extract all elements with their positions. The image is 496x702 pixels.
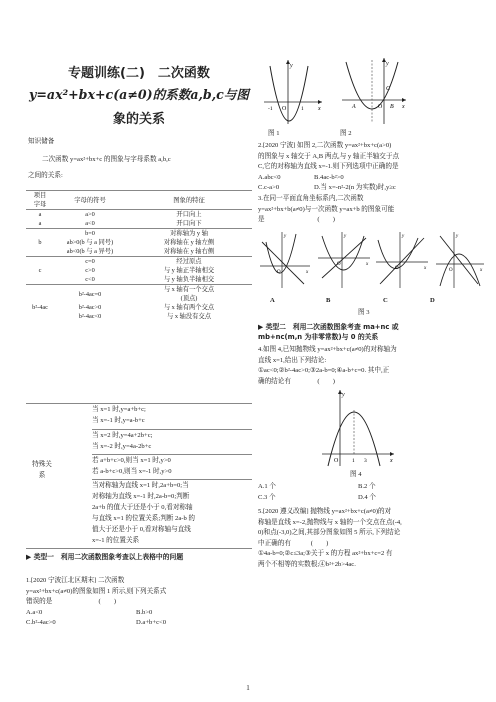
q1-option-b: B.b>0 [136,608,153,616]
knowledge-heading: 知识储备 [28,138,55,145]
graph-b [318,232,370,288]
table-sign: a<0 [85,220,95,227]
type1-heading [26,552,252,562]
q1-option-a: A.a<0 [26,608,43,616]
table-feature: 经过原点 [176,258,202,265]
table-sign: a>0 [85,211,95,218]
special-line: 2a+b 的值大于还是小于 0,看对称轴 [92,504,193,511]
special-line: 当 x=2 时,y=4a+2b+c; [92,432,153,439]
table-letter [26,275,54,285]
table-letter [26,312,54,321]
svg-text:O: O [395,266,399,271]
table-feature: 与 x 轴没有交点 [166,313,212,320]
svg-text:y: y [456,234,459,239]
table-feature: 与 y 轴负半轴相交 [163,276,215,283]
q5-line: 两个不相等的实数根;④b²+2b>4ac. [258,560,356,568]
q5-line: 5.[2020 遵义改编] 抛物线 y=ax²+bx+c(a≠0)的对 [258,508,392,515]
divider [92,429,252,430]
arrow-icon [402,98,406,102]
table-letter: a [38,220,42,227]
table-letter: b [38,239,42,246]
q1-line: 1.[2020 宁波江北区期末] 二次函数 [26,577,125,584]
svg-text:O: O [277,270,281,275]
table-header-cell: 字母的符号 [74,196,106,204]
table-letter: a [38,211,42,218]
figure-3 [258,228,486,300]
svg-text:y: y [284,234,287,239]
page-number: 1 [246,684,250,692]
q3-line: 3.在同一平面直角坐标系内,二次函数 [258,195,364,202]
q4-option-b: B.2 个 [358,483,376,490]
q1-line: 错误的是 ( ) [26,598,117,605]
q5-line: 称轴是直线 x=-2,抛物线与 x 轴的一个交点在点(-4, [258,518,402,526]
point-b-label: B [390,104,394,110]
special-line: 当对称轴为直线 x=1 时,2a+b=0;当 [92,482,189,489]
figure-1-caption: 图 1 [268,130,280,137]
figure-3-label-c: C [383,297,388,304]
tick-label: 1 [352,458,355,464]
q5-line: 0)和点(-3,0)之间,其部分图象如图 5 所示,下列结论 [258,529,401,536]
origin-label: O [378,104,383,110]
q2-option-a: A.abc<0 [258,173,281,181]
special-line: 对称轴为直线 x=-1 时,2a-b=0;判断 [92,493,190,500]
table-letter [26,257,54,267]
divider [26,548,252,549]
svg-text:x: x [306,270,309,275]
special-line: 若 a-b+c>0,则当 x=-1 时,y>0 [92,468,172,475]
special-line: 当 x=-1 时,y=a-b+c [92,417,145,424]
triangle-bullet-icon: ▶ [26,553,34,561]
q4-option-d: D.4 个 [358,493,376,501]
y-label: y [290,63,293,69]
type1-heading-text: 类型一 利用二次函数图象考查以上表格中的问题 [33,553,184,561]
svg-text:x: x [424,266,427,271]
type2-heading-text: 类型二 利用二次函数图象考查 ma+nc 或 [265,323,399,331]
table-letter: c [38,267,42,274]
divider [26,403,252,404]
parabola [270,66,308,121]
origin-label: O [282,106,287,112]
figure-4-caption: 图 4 [350,471,362,478]
table-feature: 开口向上 [176,211,202,218]
table-letter [26,285,54,304]
table-sign: b²-4ac<0 [78,313,102,320]
graph-a [260,232,310,288]
q1-line: y=ax²+bx+c(a≠0)的图象如图 1 所示,则下列关系式 [26,587,167,595]
q5-line: 中正确的有 ( ) [258,539,329,547]
y-label: y [342,392,345,398]
type2-heading [258,322,486,342]
table-sign: b²-4ac>0 [78,304,102,311]
svg-text:y: y [344,234,347,239]
q4-line: 4.如图 4,已知抛物线 y=ax²+bx+c(a≠0)的对称轴为 [258,346,397,353]
table-sign: c=0 [85,258,95,265]
svg-text:O: O [337,262,341,267]
q3-line: y=ax²+bx+b(a≠0)与一次函数 y=ax+b 的图象可能 [258,205,395,213]
q4-option-a: A.1 个 [258,483,276,490]
table-letter [26,229,54,239]
q2-line: 的图象与 x 轴交于 A,B 两点,与 y 轴正半轴交于点 [258,152,400,160]
table-sign: ab<0(b 与 a 异号) [66,248,114,255]
title-line-1: 专题训练(二) 二次函数 [68,66,210,81]
special-line: 值大于还是小于 0,看对称轴与直线 [92,526,191,533]
q2-line: 2.[2020 宁波] 如图 2,二次函数 y=ax²+bx+c(a>0) [258,142,392,149]
table-sign: ab>0(b 与 a 同号) [66,239,114,246]
divider [92,454,252,455]
y-label: y [386,61,389,67]
divider [92,479,252,480]
coefficient-table [26,190,252,321]
table-sign: c<0 [85,276,95,283]
arrow-icon [390,452,394,456]
table-letter: b²-4ac [32,304,48,311]
graph-d [436,232,484,288]
point-c-label: C [386,86,391,92]
q2-line: C,它的对称轴为直线 x=-1.则下列选项中正确的是 [258,163,399,170]
q4-option-c: C.3 个 [258,493,276,501]
table-header-cell: 图象的特征 [173,196,205,204]
figure-3-label-b: B [326,297,331,304]
q3-line: 是 ( ) [258,216,335,223]
figure-2 [340,56,408,126]
x-label: x [390,458,393,464]
q2-option-b: B.4ac-b²>0 [314,173,344,181]
graph-c [376,232,428,288]
tick-label: 3 [364,458,367,464]
arrow-icon [318,100,322,104]
figure-4 [320,388,396,468]
q2-option-c: C.c-a>0 [258,184,280,191]
tick-label: -1 [268,106,273,112]
question-1 [26,576,252,629]
q5-line: ①4a-b=0;②c≤3a;③关于 x 的方程 ax²+bx+c=2 有 [258,550,393,557]
svg-text:x: x [480,268,483,273]
q2-option-d: D.当 x=-n²-2(n 为实数)时,y≥c [314,184,396,191]
svg-text:y: y [402,234,405,239]
q4-line: 确的结论有 ( ) [258,377,335,385]
special-line: 若 a+b+c>0,则当 x=1 时,y>0 [92,457,171,464]
figure-3-label-a: A [270,297,275,304]
table-letter [26,247,54,257]
question-5 [258,507,486,570]
table-feature: 与 y 轴正半轴相交 [163,267,215,274]
table-header-row [26,191,252,210]
svg-text:x: x [366,262,369,267]
question-2 [258,141,486,194]
svg-text:O: O [449,268,453,273]
q4-line: 直线 x=1,给出下列结论: [258,356,327,364]
origin-label: O [334,458,339,464]
title-line-3: 象的关系 [112,112,165,127]
figure-2-caption: 图 2 [340,130,352,137]
intro-text-2: 之间的关系: [28,172,63,179]
point-a-label: A [352,104,356,110]
table-feature: 与 x 轴有一个交点 (顶点) [163,286,215,302]
table-feature: 对称轴在 y 轴左侧 [163,239,215,246]
table-header-cell: 项目 字母 [33,192,47,208]
figure-3-caption: 图 3 [358,309,370,316]
q1-option-d: D.a+b+c<0 [136,619,167,626]
table-feature: 与 x 轴有两个交点 [163,304,215,311]
table-feature: 对称轴为 y 轴 [170,230,208,237]
intro-text-1: 二次函数 y=ax²+bx+c 的图象与字母系数 a,b,c [42,156,171,163]
special-line: 与直线 x=1 的位置关系;判断 2a-b 的 [92,515,195,522]
special-line: x=-1 的位置关系 [92,537,140,544]
question-4-options [258,482,486,503]
q4-line: ①ac<0;②b²-4ac>0;③2a-b=0;④a-b+c=0. 其中,正 [258,367,390,374]
figure-3-label-d: D [430,297,435,304]
title-line-2: y=ax²+bx+c(a≠0)的系数a,b,c与图 [29,87,249,102]
special-line: 当 x=-2 时,y=4a-2b+c [92,443,152,450]
x-label: x [318,106,321,112]
special-line: 当 x=1 时,y=a+b+c; [92,406,146,413]
table-feature: 对称轴在 y 轴右侧 [163,248,215,255]
question-3 [258,194,486,226]
table-feature: 开口向下 [176,220,202,227]
table-sign: c>0 [85,267,95,274]
x-label: x [402,104,405,110]
special-label: 特殊关 系 [32,461,52,479]
question-4 [258,345,486,387]
triangle-bullet-icon: ▶ [258,323,266,331]
table-sign: b=0 [85,230,95,237]
type2-heading-text: mb+nc(m,n 为非零常数)与 0 的关系 [258,333,379,341]
figure-1 [262,58,324,126]
q1-option-c: C.b²-4ac>0 [26,619,56,626]
table-sign: b²-4ac=0 [78,290,102,298]
tick-label: 1 [301,106,304,112]
